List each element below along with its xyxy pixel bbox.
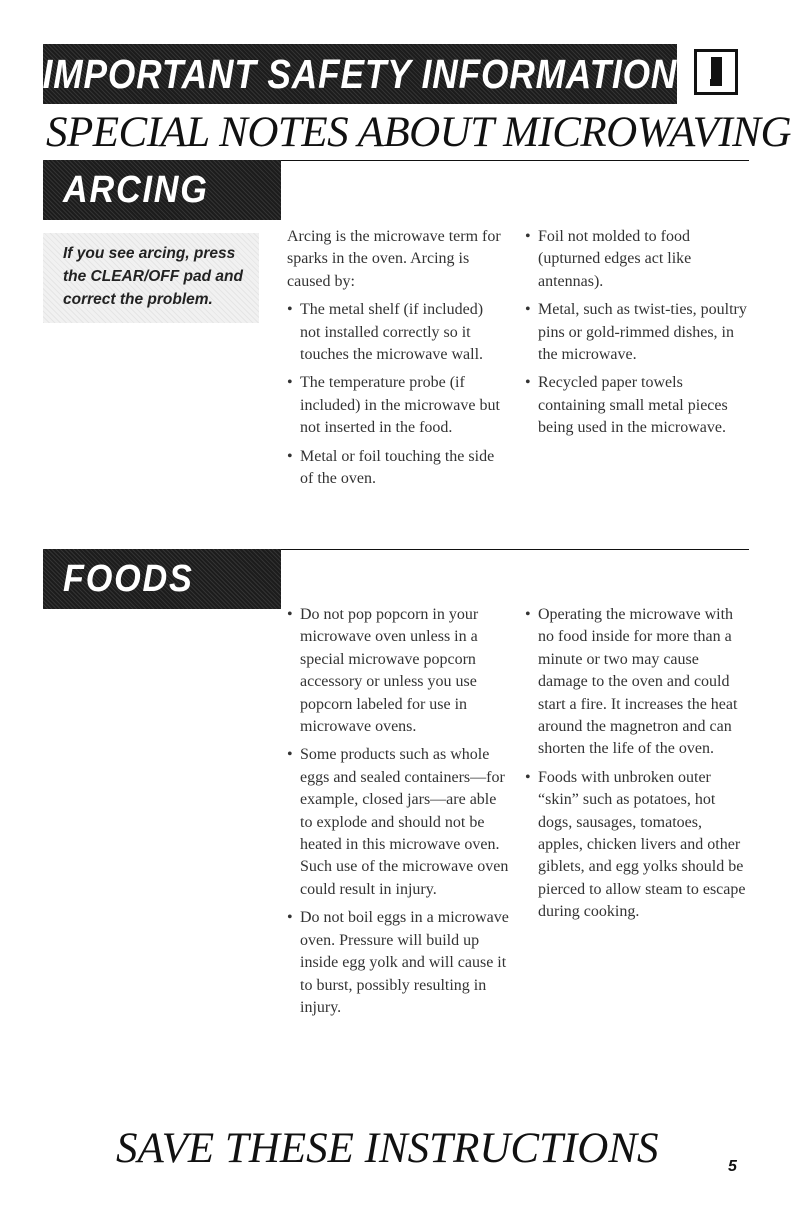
page-title: SPECIAL NOTES ABOUT MICROWAVING (46, 109, 791, 156)
list-item: • Recycled paper towels containing small metal pieces being used in the microwave. (525, 372, 747, 439)
save-instructions-footer: SAVE THESE INSTRUCTIONS (116, 1125, 659, 1172)
list-item: • The metal shelf (if included) not installed correctly so it touches the microwave wall. (287, 299, 507, 366)
exclamation-icon (694, 49, 738, 95)
foods-column-1 (287, 604, 509, 1019)
page-number: 5 (728, 1158, 737, 1175)
list-item: • Foil not molded to food (upturned edges act like antennas). (525, 226, 747, 293)
list-item: • Metal, such as twist-ties, poultry pins or gold-rimmed dishes, in the microwave. (525, 299, 747, 366)
arcing-label: ARCING (63, 168, 209, 211)
arcing-column-2 (525, 226, 747, 440)
list-item: • Foods with unbroken outer “skin” such as potatoes, hot dogs, sausages, tomatoes, apples, chicken livers and other giblets, and egg yolks should be pierced to allow steam to escape during cooking. (525, 767, 747, 924)
list-item: • Metal or foil touching the side of the oven. (287, 446, 507, 491)
foods-column-2 (525, 604, 747, 924)
arcing-column-1 (287, 226, 507, 490)
arcing-intro: Arcing is the microwave term for sparks in the oven. Arcing is caused by: (287, 228, 501, 290)
list-item: • Do not pop popcorn in your microwave oven unless in a special microwave popcorn accessory or unless you use popcorn labeled for use in microwave ovens. (287, 604, 509, 738)
arcing-callout-text: If you see arcing, press the CLEAR/OFF pad and correct the problem. (63, 245, 243, 308)
banner-title: IMPORTANT SAFETY INFORMATION (42, 50, 678, 97)
list-item: • Some products such as whole eggs and sealed containers—for example, closed jars—are able to explode and should not be heated in this microwave oven. Such use of the microwave oven could result in injury. (287, 744, 509, 901)
safety-banner (43, 44, 677, 104)
arcing-section-header (43, 160, 281, 220)
list-item: • Do not boil eggs in a microwave oven. Pressure will build up inside egg yolk and will cause it to burst, possibly resulting in injury. (287, 907, 509, 1019)
foods-label: FOODS (63, 557, 194, 600)
list-item: • The temperature probe (if included) in the microwave but not inserted in the food. (287, 372, 507, 439)
list-item: • Operating the microwave with no food inside for more than a minute or two may cause damage to the oven and could start a fire. It increases the heat around the magnetron and can shorten the life of the oven. (525, 604, 747, 761)
arcing-callout (43, 233, 259, 323)
foods-section-header (43, 549, 281, 609)
